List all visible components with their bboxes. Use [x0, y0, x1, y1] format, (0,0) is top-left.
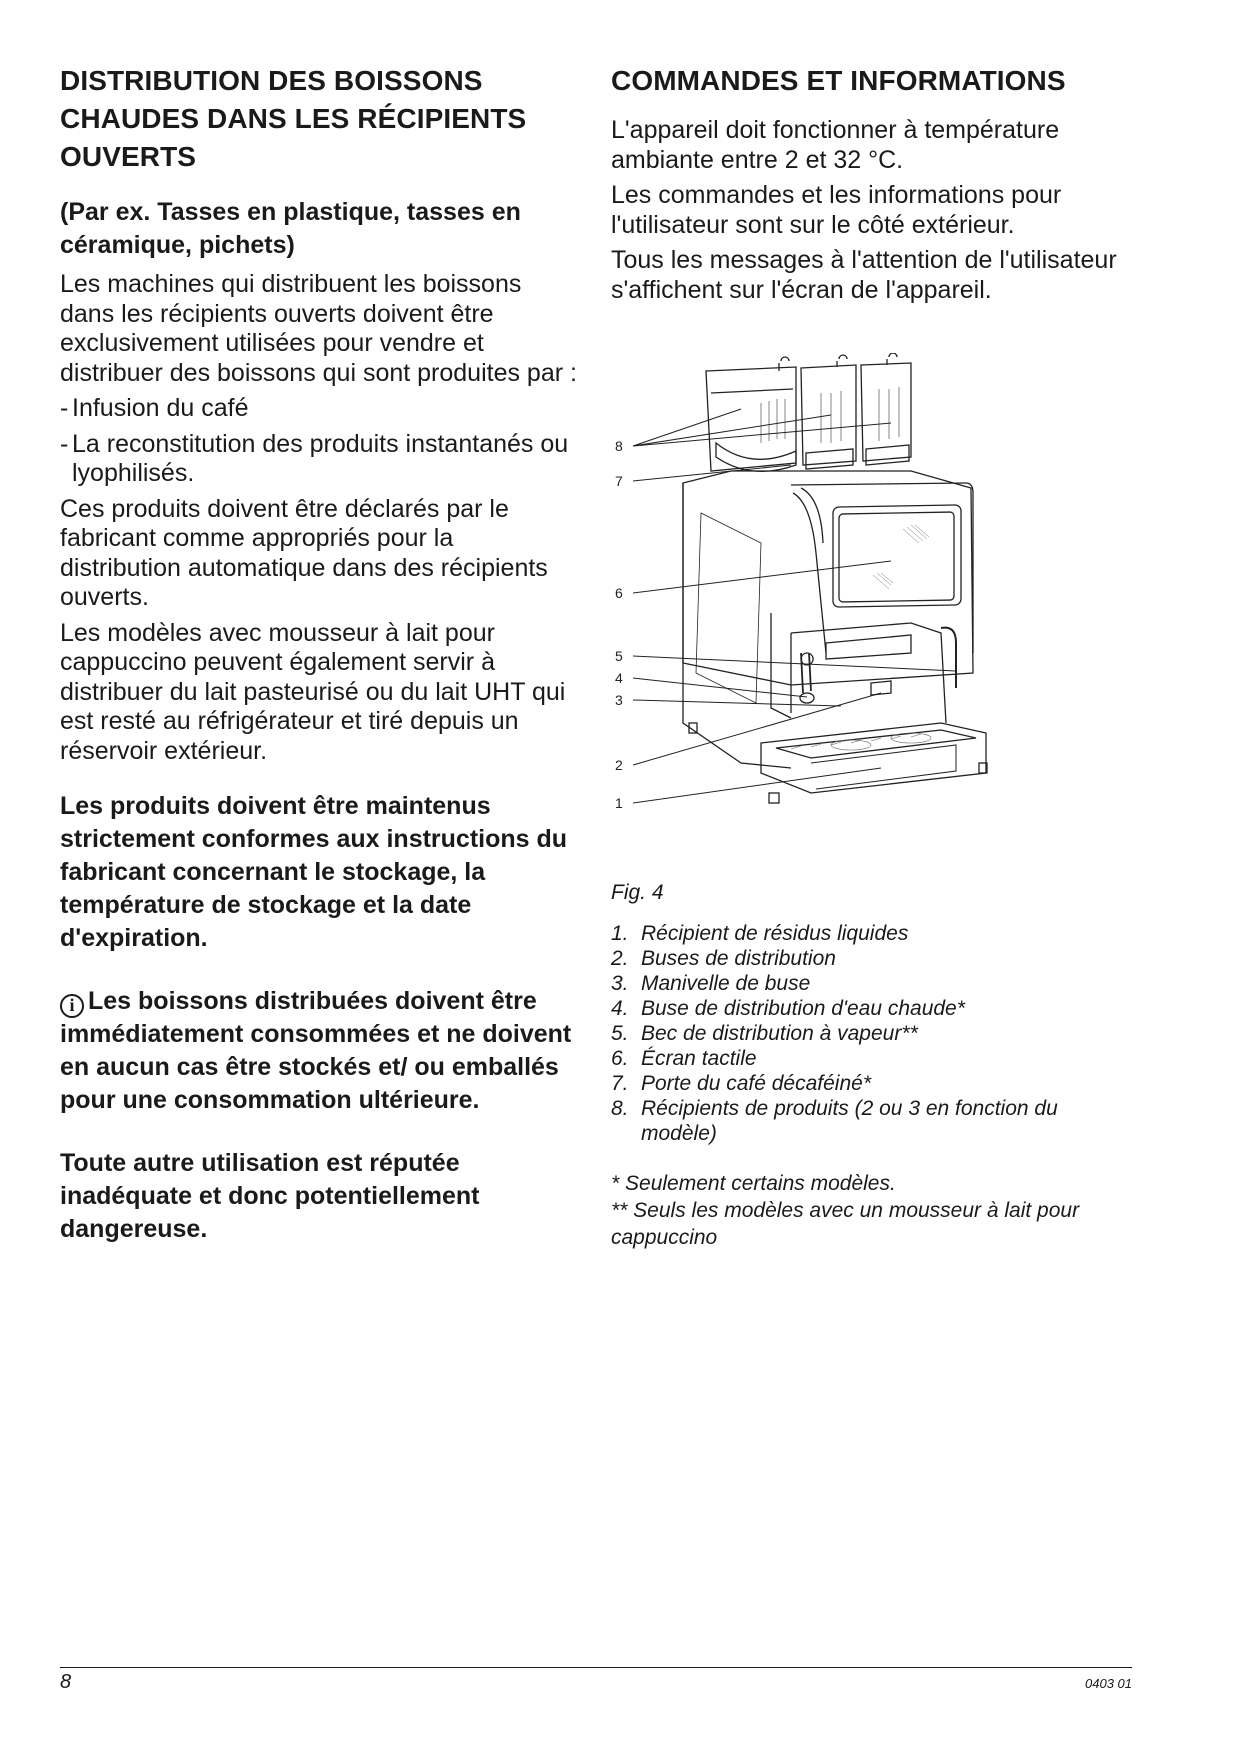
callout-label: 4 [615, 670, 623, 686]
callout-label: 2 [615, 757, 623, 773]
right-column [611, 62, 1131, 1251]
machine-figure [611, 353, 1041, 873]
paragraph-controls: Les commandes et les informations pour l'utilisateur sont sur le côté extérieur. [611, 181, 1062, 239]
warning-storage: Les produits doivent être maintenus strictement conformes aux instructions du fabricant concernant le stockage, la température de stockage et la date d'expiration. [60, 792, 568, 952]
callout-label: 6 [615, 585, 623, 601]
list-item: 3. Manivelle de buse [611, 972, 811, 995]
list-item: 7. Porte du café décaféiné* [611, 1072, 871, 1095]
figure-legend [611, 921, 1131, 1146]
figure-caption: Fig. 4 [611, 881, 664, 904]
coffee-machine-illustration [611, 353, 1041, 873]
footnotes [611, 1170, 1131, 1251]
intro-paragraph: Les machines qui distribuent les boissons dans les récipients ouverts doivent être exclusivement utilisées pour vendre et distribuer des boissons qui sont produites par : [60, 270, 577, 387]
warning-consumption: i Les boissons distribuées doivent être immédiatement consommées et ne doivent en aucun cas être stockés et/ ou emballés pour une consommation ultérieure. [60, 987, 572, 1114]
list-item: 8. Récipients de produits (2 ou 3 en fonction du modèle) [611, 1097, 1058, 1145]
page-number: 8 [60, 1671, 72, 1693]
callout-label: 8 [615, 438, 623, 454]
warning-other-use: Toute autre utilisation est réputée inadéquate et donc potentiellement dangereuse. [60, 1149, 480, 1243]
machine-body [683, 471, 987, 803]
callout-label: 5 [615, 648, 623, 664]
section-subtitle-examples: (Par ex. Tasses en plastique, tasses en céramique, pichets) [60, 198, 521, 259]
paragraph-milk-models: Les modèles avec mousseur à lait pour cappuccino peuvent également servir à distribuer du lait pasteurisé ou du lait UHT qui est resté au réfrigérateur et tiré depuis un réservoir extérieur. [60, 618, 566, 765]
paragraph-temperature: L'appareil doit fonctionner à température ambiante entre 2 et 32 °C. [611, 116, 1060, 174]
list-item: 5. Bec de distribution à vapeur** [611, 1022, 918, 1045]
paragraph-declaration: Ces produits doivent être déclarés par le fabricant comme appropriés pour la distribution automatique dans des récipients ouverts. [60, 494, 548, 611]
list-item: - Infusion du café [60, 394, 249, 422]
callout-label: 7 [615, 473, 623, 489]
list-item: - La reconstitution des produits instantanés ou lyophilisés. [60, 429, 569, 487]
left-column [60, 62, 580, 1276]
paragraph-messages: Tous les messages à l'attention de l'utilisateur s'affichent sur l'écran de l'appareil. [611, 246, 1117, 304]
touch-screen [839, 512, 954, 602]
list-item: 4. Buse de distribution d'eau chaude* [611, 997, 965, 1020]
footnote-some-models: * Seulement certains modèles. [611, 1172, 896, 1195]
callout-label: 3 [615, 692, 623, 708]
section-title-commands: COMMANDES ET INFORMATIONS [611, 65, 1066, 96]
list-item: 6. Écran tactile [611, 1047, 757, 1070]
list-item: 2. Buses de distribution [611, 947, 836, 970]
footer-divider [60, 1667, 1132, 1668]
callout-label: 1 [615, 795, 623, 811]
document-code: 0403 01 [1085, 1676, 1132, 1691]
footnote-cappuccino: ** Seuls les modèles avec un mousseur à lait pour cappuccino [611, 1199, 1080, 1249]
info-icon: i [60, 994, 84, 1018]
section-title-distribution: DISTRIBUTION DES BOISSONS CHAUDES DANS LES RÉCIPIENTS OUVERTS [60, 65, 527, 172]
list-item: 1. Récipient de résidus liquides [611, 922, 909, 945]
product-containers [706, 353, 911, 471]
